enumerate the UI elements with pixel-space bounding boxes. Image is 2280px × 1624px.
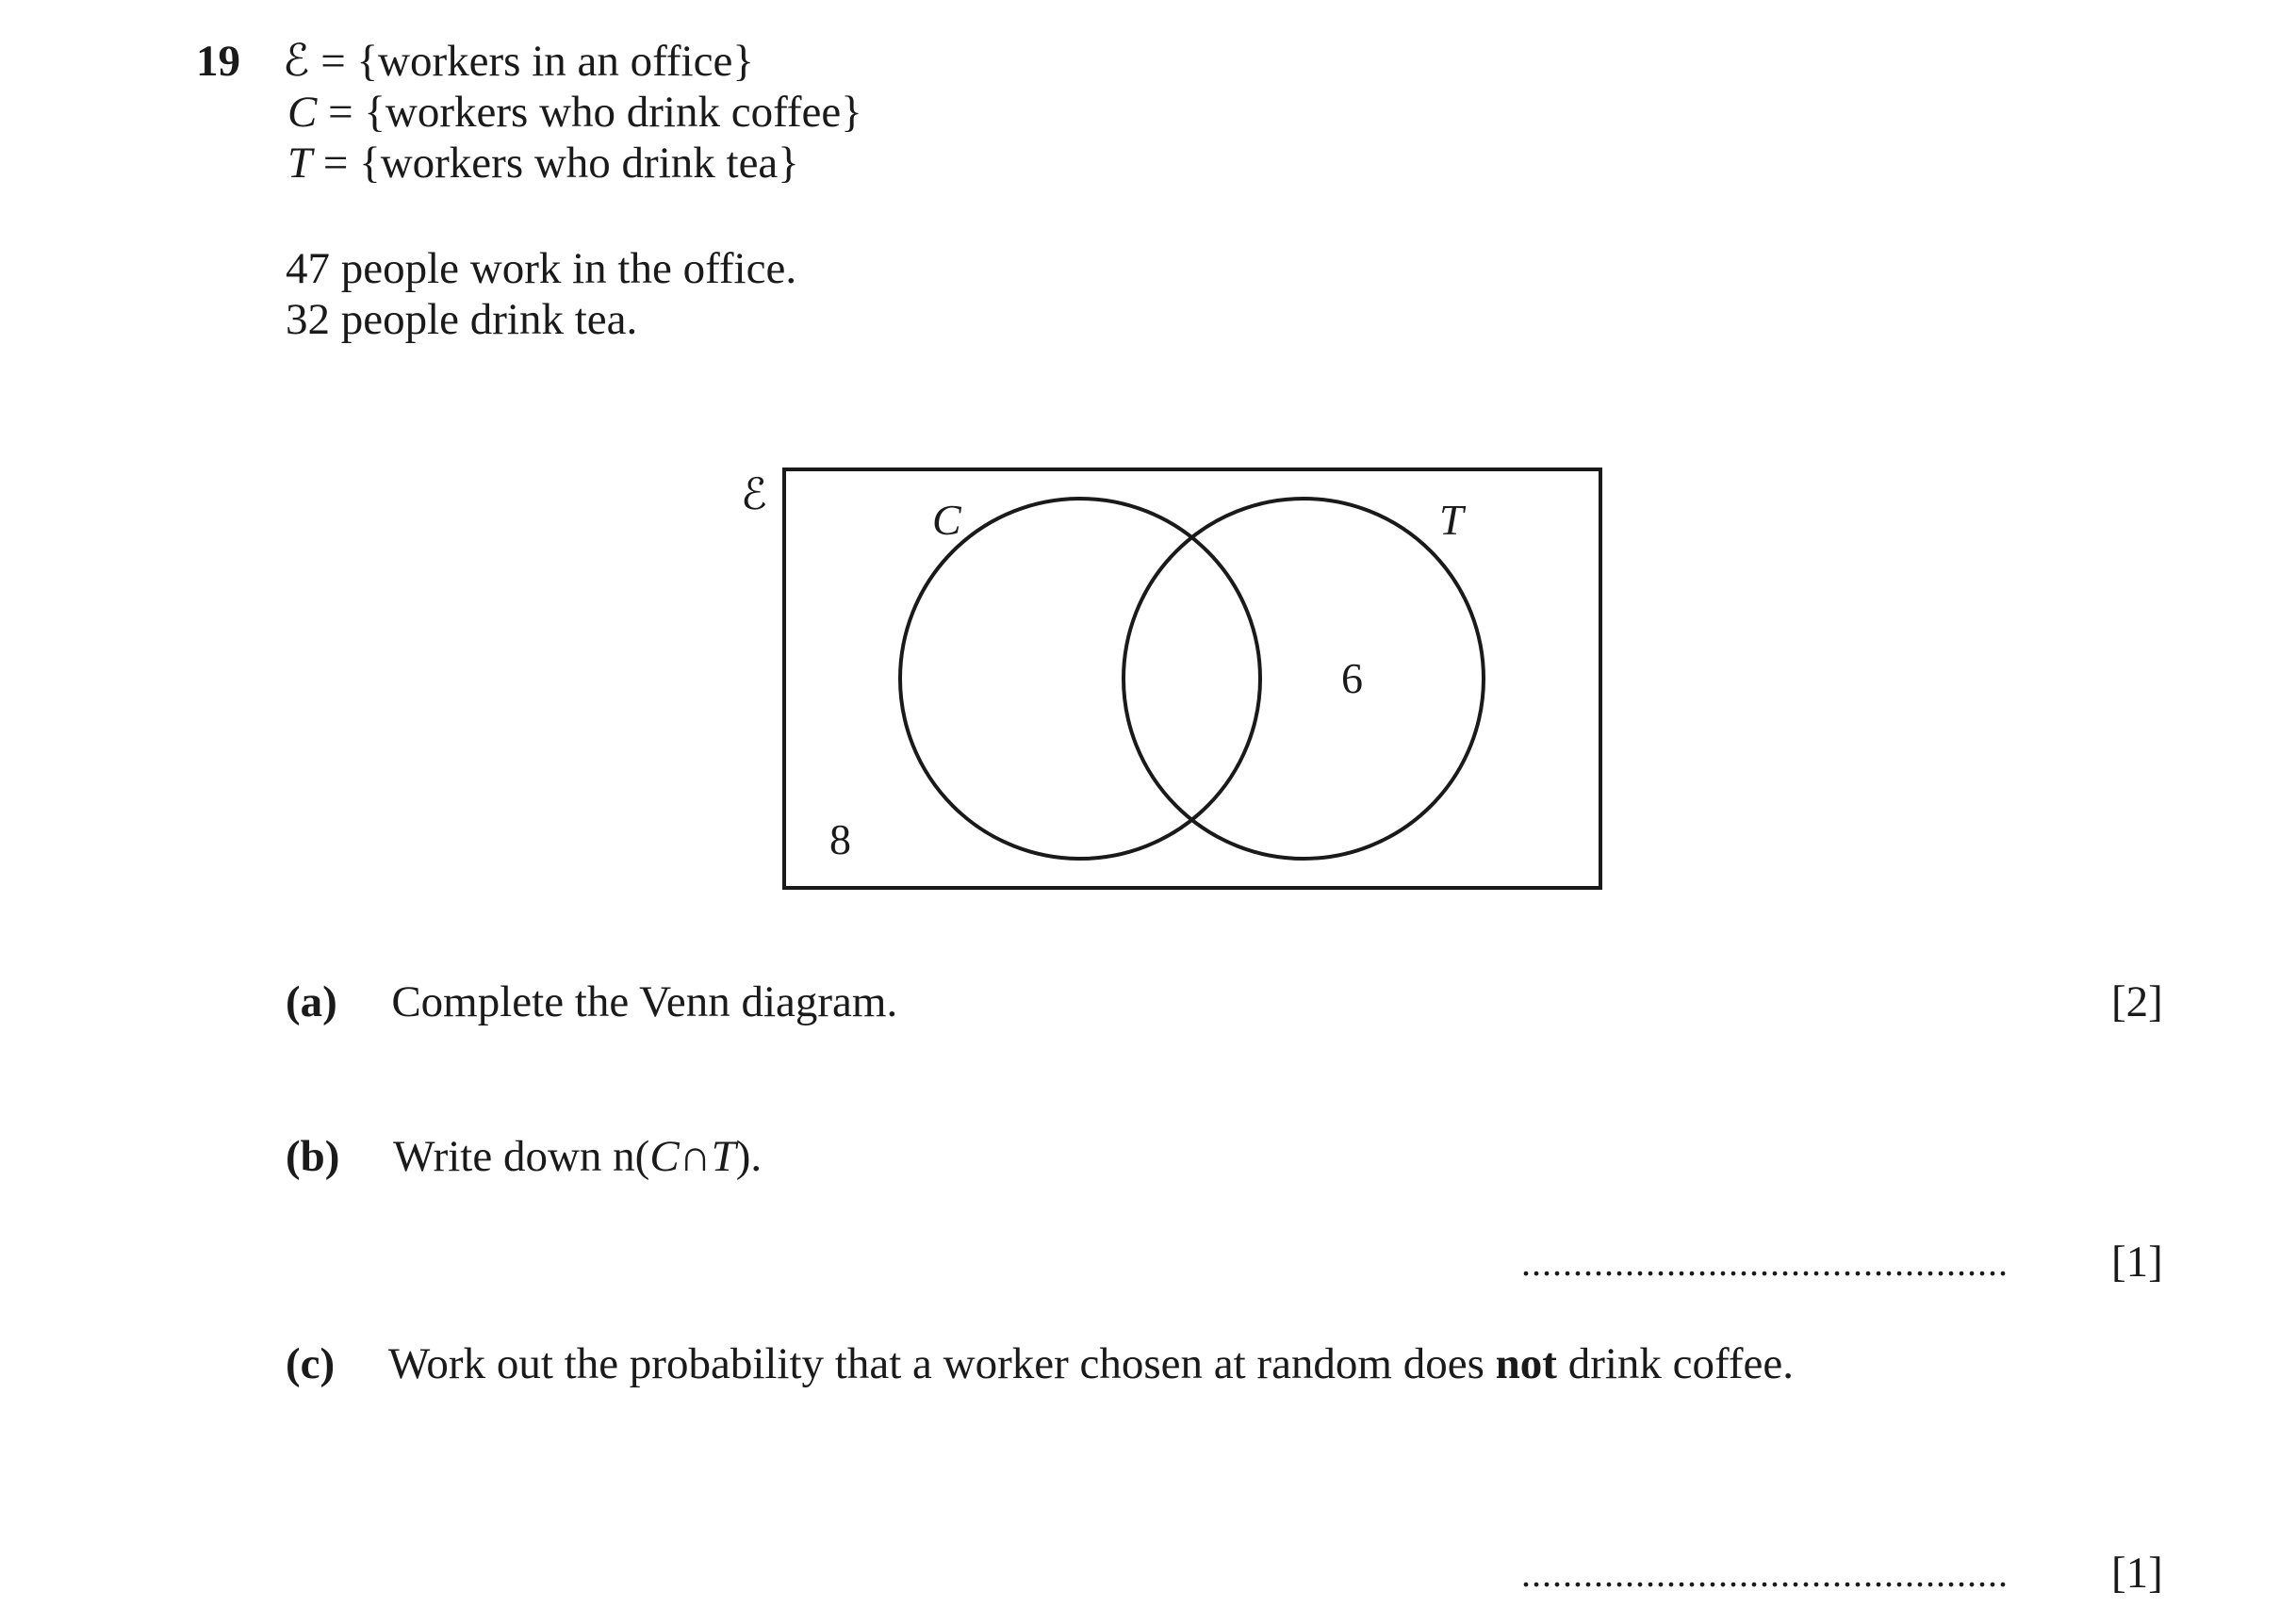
- part-b-letter: (b): [286, 1132, 340, 1181]
- equals-sign: =: [322, 139, 349, 188]
- part-a-marks: [2]: [2111, 977, 2163, 1026]
- part-b-answer-line[interactable]: ...............................................: [1521, 1241, 2009, 1284]
- universal-set-label: ℰ: [741, 470, 767, 518]
- set-definition-coffee: [287, 87, 862, 138]
- question-number: 19: [196, 37, 240, 86]
- venn-diagram: [716, 443, 1621, 905]
- set-definition-universal: [283, 36, 754, 87]
- part-c-answer-line[interactable]: ...............................................: [1521, 1552, 2009, 1595]
- equals-sign: =: [320, 37, 346, 86]
- tea-set-symbol: T: [287, 139, 313, 188]
- tea-circle: [1124, 499, 1484, 859]
- universal-set-rectangle: [784, 469, 1600, 888]
- part-b-text-suffix: ).: [735, 1132, 763, 1181]
- part-c-letter: (c): [286, 1339, 336, 1388]
- part-c: [286, 1338, 1794, 1389]
- part-a-text: Complete the Venn diagram.: [391, 977, 898, 1026]
- coffee-set-symbol: C: [287, 88, 318, 137]
- part-b-marks: [1]: [2111, 1238, 2163, 1287]
- tea-circle-label: T: [1439, 496, 1464, 544]
- coffee-circle: [900, 499, 1260, 859]
- part-c-text-after: drink coffee.: [1556, 1339, 1794, 1388]
- part-a-letter: (a): [286, 977, 337, 1026]
- part-b: [286, 1131, 762, 1182]
- equals-sign: =: [328, 88, 353, 137]
- outside-value: 8: [829, 815, 851, 863]
- universal-set-definition: {workers in an office}: [356, 37, 754, 86]
- universal-set-symbol: ℰ: [283, 37, 310, 86]
- part-c-marks: [1]: [2111, 1549, 2163, 1598]
- coffee-set-definition: {workers who drink coffee}: [364, 88, 862, 137]
- part-b-set-t: T: [711, 1132, 736, 1181]
- part-b-set-c: C: [649, 1132, 680, 1181]
- part-c-emphasis: not: [1495, 1339, 1557, 1388]
- part-c-text-before: Work out the probability that a worker chosen at random does: [387, 1339, 1496, 1388]
- part-b-text-prefix: Write down n(: [393, 1132, 650, 1181]
- fact-tea-count: 32 people drink tea.: [286, 295, 638, 344]
- fact-office-count: 47 people work in the office.: [286, 244, 797, 293]
- tea-set-definition: {workers who drink tea}: [359, 139, 799, 188]
- part-a: [286, 976, 897, 1027]
- tea-only-value: 6: [1341, 654, 1363, 702]
- set-definition-tea: [287, 138, 799, 189]
- coffee-circle-label: C: [932, 496, 961, 544]
- intersection-symbol: ∩: [679, 1132, 712, 1181]
